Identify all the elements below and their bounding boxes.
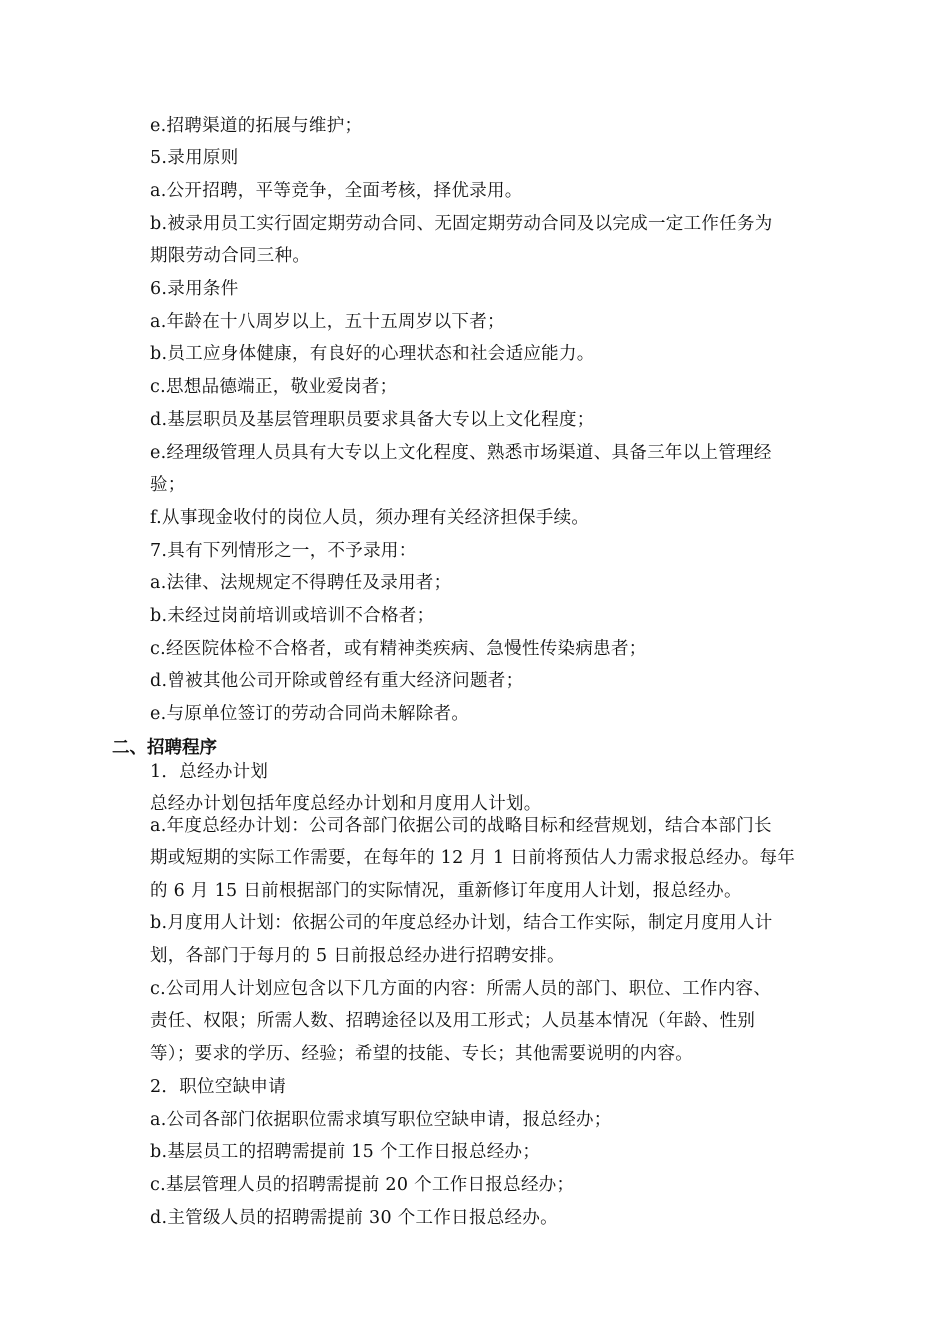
- text-line: b.月度用人计划：依据公司的年度总经办计划，结合工作实际，制定月度用人计: [150, 913, 773, 933]
- text-line: d.主管级人员的招聘需提前 30 个工作日报总经办。: [150, 1208, 558, 1228]
- text-line: 的 6 月 15 日前根据部门的实际情况，重新修订年度用人计划，报总经办。: [150, 881, 742, 901]
- text-line: a.年度总经办计划：公司各部门依据公司的战略目标和经营规划，结合本部门长: [150, 816, 772, 836]
- text-line: 划，各部门于每月的 5 日前报总经办进行招聘安排。: [150, 946, 565, 966]
- subheading: 1．总经办计划: [150, 762, 269, 782]
- text-line: b.基层员工的招聘需提前 15 个工作日报总经办；: [150, 1142, 541, 1162]
- text-line: b.未经过岗前培训或培训不合格者；: [150, 606, 435, 626]
- text-line: 期或短期的实际工作需要，在每年的 12 月 1 日前将预估人力需求报总经办。每年: [150, 848, 796, 868]
- text-line: 期限劳动合同三种。: [150, 246, 311, 266]
- text-line: 总经办计划包括年度总经办计划和月度用人计划。: [150, 794, 542, 814]
- text-line: d.曾被其他公司开除或曾经有重大经济问题者；: [150, 671, 524, 691]
- section-heading: 二、招聘程序: [112, 738, 217, 758]
- text-line: 7.具有下列情形之一，不予录用：: [150, 541, 417, 561]
- text-line: a.公开招聘，平等竞争，全面考核，择优录用。: [150, 181, 523, 201]
- text-line: a.公司各部门依据职位需求填写职位空缺申请，报总经办；: [150, 1110, 612, 1130]
- text-line: c.基层管理人员的招聘需提前 20 个工作日报总经办；: [150, 1175, 575, 1195]
- text-line: b.员工应身体健康，有良好的心理状态和社会适应能力。: [150, 344, 595, 364]
- text-line: a.年龄在十八周岁以上，五十五周岁以下者；: [150, 312, 505, 332]
- text-line: f.从事现金收付的岗位人员，须办理有关经济担保手续。: [150, 508, 590, 528]
- text-line: c.思想品德端正，敬业爱岗者；: [150, 377, 398, 397]
- text-line: 责任、权限；所需人数、招聘途径以及用工形式；人员基本情况（年龄、性别: [150, 1011, 756, 1031]
- text-line: b.被录用员工实行固定期劳动合同、无固定期劳动合同及以完成一定工作任务为: [150, 214, 773, 234]
- text-line: c.经医院体检不合格者，或有精神类疾病、急慢性传染病患者；: [150, 639, 647, 659]
- text-line: 5.录用原则: [150, 148, 239, 168]
- subheading: 2．职位空缺申请: [150, 1077, 287, 1097]
- text-line: 等）；要求的学历、经验；希望的技能、专长；其他需要说明的内容。: [150, 1044, 694, 1064]
- text-line: e.经理级管理人员具有大专以上文化程度、熟悉市场渠道、具备三年以上管理经: [150, 443, 772, 463]
- text-line: a.法律、法规规定不得聘任及录用者；: [150, 573, 452, 593]
- text-line: 验；: [150, 475, 186, 495]
- text-line: d.基层职员及基层管理职员要求具备大专以上文化程度；: [150, 410, 595, 430]
- text-line: c.公司用人计划应包含以下几方面的内容：所需人员的部门、职位、工作内容、: [150, 979, 772, 999]
- text-line: 6.录用条件: [150, 279, 239, 299]
- text-line: e.与原单位签订的劳动合同尚未解除者。: [150, 704, 470, 724]
- text-line: e.招聘渠道的拓展与维护；: [150, 116, 363, 136]
